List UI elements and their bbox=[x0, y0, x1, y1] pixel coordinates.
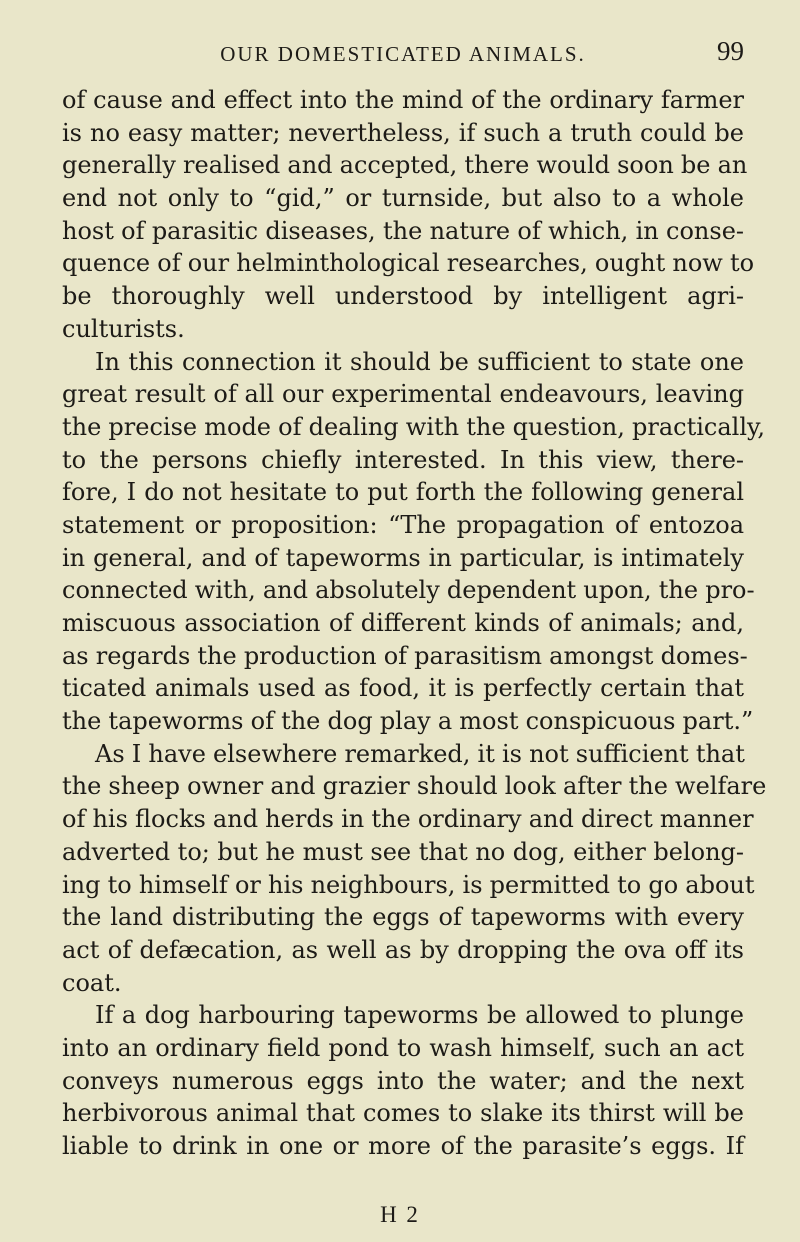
text-line: coat. bbox=[62, 968, 122, 997]
text-line: the tapeworms of the dog play a most conspicuous part.” bbox=[62, 707, 754, 736]
text-line: as regards the production of parasitism amongst domes- bbox=[62, 641, 748, 670]
text-line: the land distributing the eggs of tapeworms with every bbox=[62, 903, 744, 932]
text-line: conveys numerous eggs into the water; and the next bbox=[62, 1066, 744, 1095]
text-line: act of defæcation, as well as by dropping the ova off its bbox=[62, 935, 744, 964]
text-line: to the persons chiefly interested. In this view, there- bbox=[62, 445, 744, 474]
text-line: generally realised and accepted, there would soon be an bbox=[62, 151, 748, 180]
signature-mark: H 2 bbox=[380, 1202, 420, 1227]
text-line: statement or proposition: “The propagation of entozoa bbox=[62, 510, 744, 539]
text-line: the precise mode of dealing with the question, practically, bbox=[62, 412, 765, 441]
text-line: If a dog harbouring tapeworms be allowed to plunge bbox=[95, 1001, 744, 1030]
text-line: In this connection it should be sufficient to state one bbox=[95, 347, 744, 376]
page-footer bbox=[0, 1202, 800, 1228]
text-line: herbivorous animal that comes to slake its thirst will be bbox=[62, 1099, 744, 1128]
text-line: host of parasitic diseases, the nature of which, in conse- bbox=[62, 216, 744, 245]
text-line: of his flocks and herds in the ordinary and direct manner bbox=[62, 805, 754, 834]
running-head: OUR DOMESTICATED ANIMALS. bbox=[220, 42, 586, 66]
body-text bbox=[62, 84, 767, 1163]
text-line: the sheep owner and grazier should look after the welfare bbox=[62, 772, 767, 801]
text-line: great result of all our experimental endeavours, leaving bbox=[62, 380, 744, 409]
page-number: 99 bbox=[717, 36, 744, 66]
text-line: quence of our helminthological researches, ought now to bbox=[62, 249, 755, 278]
text-line: connected with, and absolutely dependent upon, the pro- bbox=[62, 576, 755, 605]
text-line: ticated animals used as food, it is perfectly certain that bbox=[62, 674, 744, 703]
text-line: be thoroughly well understood by intelligent agri- bbox=[62, 282, 744, 311]
page-header bbox=[62, 36, 744, 82]
text-line: liable to drink in one or more of the parasite’s eggs. If bbox=[62, 1132, 744, 1160]
text-line: in general, and of tapeworms in particular, is intimately bbox=[62, 543, 744, 572]
text-line: culturists. bbox=[62, 314, 185, 343]
text-line: adverted to; but he must see that no dog, either belong- bbox=[62, 837, 744, 866]
text-line: end not only to “gid,” or turnside, but also to a whole bbox=[62, 184, 744, 213]
text-line: ing to himself or his neighbours, is permitted to go about bbox=[62, 870, 755, 899]
text-line: of cause and effect into the mind of the ordinary farmer bbox=[62, 86, 744, 114]
text-line: miscuous association of different kinds of animals; and, bbox=[62, 609, 744, 637]
text-line: is no easy matter; nevertheless, if such a truth could be bbox=[62, 118, 744, 147]
text-line: into an ordinary field pond to wash himself, such an act bbox=[62, 1033, 744, 1062]
text-line: fore, I do not hesitate to put forth the following general bbox=[62, 478, 744, 507]
text-line: As I have elsewhere remarked, it is not sufficient that bbox=[95, 739, 745, 768]
